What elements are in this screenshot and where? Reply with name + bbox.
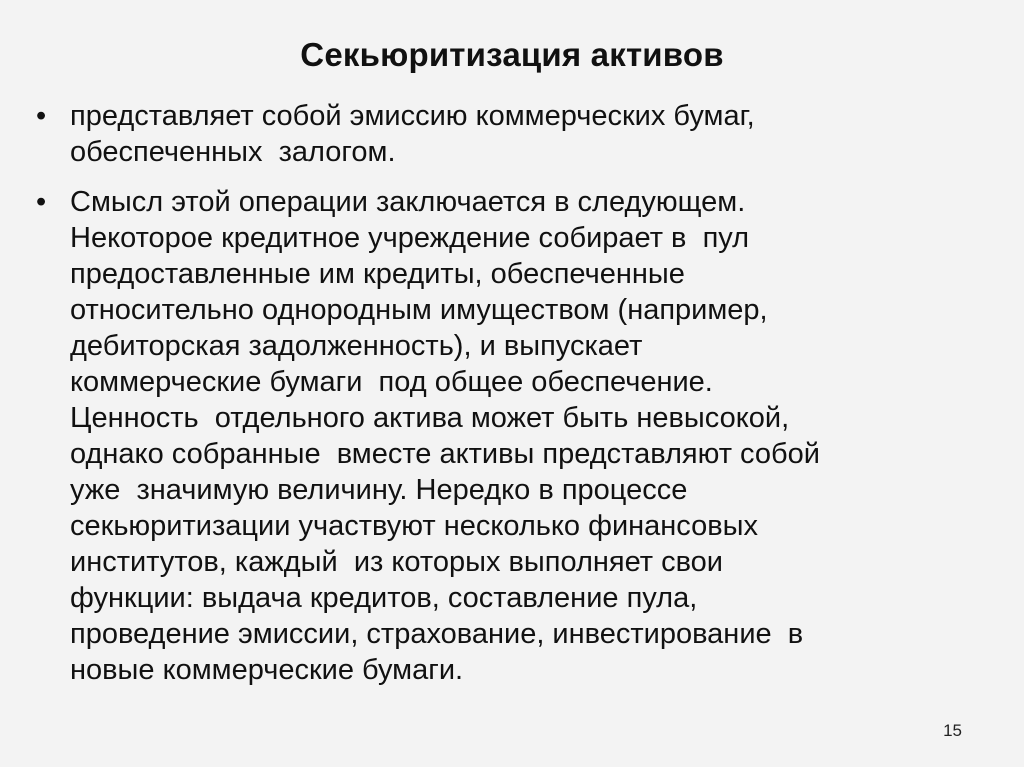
- bullet-text-line: представляет собой эмиссию коммерческих бумаг,: [70, 100, 755, 132]
- bullet-dot-icon: •: [36, 186, 47, 218]
- bullet-text-line: однако собранные вместе активы представляют собой: [70, 438, 820, 470]
- bullet-text-line: Ценность отдельного актива может быть невысокой,: [70, 402, 790, 434]
- bullet-text-line: уже значимую величину. Нередко в процессе: [70, 474, 688, 506]
- bullet-text-line: предоставленные им кредиты, обеспеченные: [70, 258, 685, 290]
- page-number: 15: [943, 721, 962, 740]
- bullet-text-line: относительно однородным имуществом (например,: [70, 294, 768, 326]
- bullet-text-line: Некоторое кредитное учреждение собирает в пул: [70, 222, 750, 254]
- bullet-item-definition: [36, 98, 996, 170]
- bullet-text-line: институтов, каждый из которых выполняет свои: [70, 546, 724, 578]
- bullet-text-line: обеспеченных залогом.: [70, 136, 396, 168]
- bullet-text-line: новые коммерческие бумаги.: [70, 654, 464, 686]
- bullet-list: [36, 98, 996, 688]
- bullet-text-line: Смысл этой операции заключается в следующем.: [70, 186, 746, 218]
- bullet-item-explanation: [36, 184, 996, 688]
- bullet-text-line: функции: выдача кредитов, составление пула,: [70, 582, 698, 614]
- bullet-dot-icon: •: [36, 100, 47, 132]
- bullet-text-line: дебиторская задолженность), и выпускает: [70, 330, 643, 362]
- bullet-text-line: проведение эмиссии, страхование, инвестирование в: [70, 618, 804, 650]
- bullet-text-line: секьюритизации участвуют несколько финансовых: [70, 510, 759, 542]
- bullet-text-line: коммерческие бумаги под общее обеспечение.: [70, 366, 713, 398]
- slide-title: Секьюритизация активов: [300, 36, 724, 73]
